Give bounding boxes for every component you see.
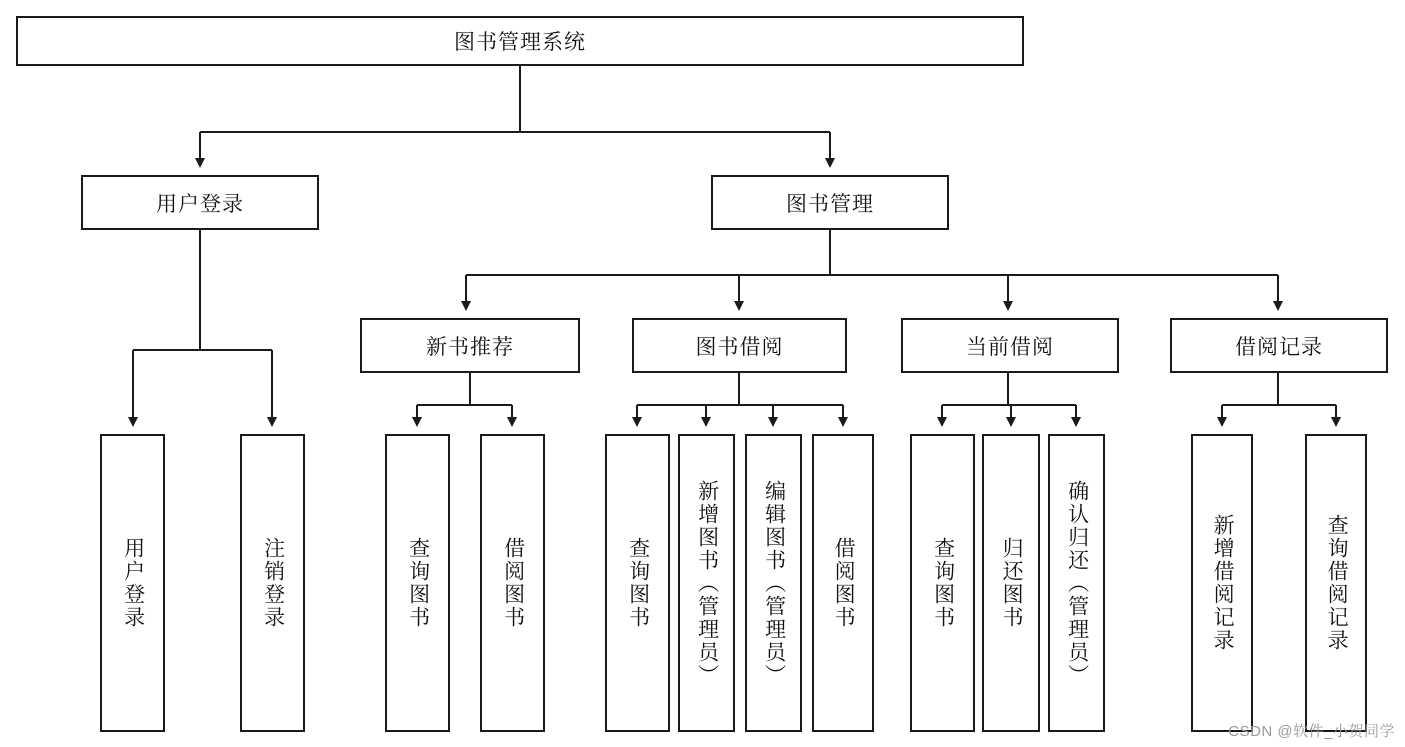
node-leaf-confirm-return-admin[interactable] (1048, 434, 1105, 732)
node-label: 查询借阅记录 (1325, 514, 1349, 652)
node-user-login[interactable] (81, 175, 319, 230)
node-label: 借阅记录 (1235, 335, 1323, 359)
node-leaf-borrow-book[interactable] (812, 434, 874, 732)
watermark-text: CSDN @软件_小贺同学 (1228, 723, 1395, 740)
node-label: 注销登录 (261, 537, 285, 629)
node-label: 当前借阅 (966, 335, 1054, 359)
node-label: 查询图书 (931, 537, 955, 629)
node-label: 图书借阅 (695, 335, 784, 359)
node-label: 用户登录 (156, 192, 244, 216)
node-label: 归还图书 (1000, 537, 1024, 629)
node-leaf-search-book-current[interactable] (910, 434, 975, 732)
node-book-management[interactable] (711, 175, 949, 230)
node-label: 编辑图书（管理员） (762, 479, 786, 687)
node-leaf-user-login[interactable] (100, 434, 165, 732)
node-label: 新增图书（管理员） (695, 479, 719, 687)
node-label: 确认归还（管理员） (1065, 479, 1089, 687)
node-leaf-search-borrow-record[interactable] (1305, 434, 1367, 732)
node-leaf-logout[interactable] (240, 434, 305, 732)
node-borrow-records[interactable] (1170, 318, 1388, 373)
node-label: 新增借阅记录 (1211, 514, 1235, 652)
node-leaf-add-borrow-record[interactable] (1191, 434, 1253, 732)
node-label: 借阅图书 (501, 537, 525, 629)
node-current-borrow[interactable] (901, 318, 1119, 373)
node-label: 查询图书 (406, 537, 430, 629)
node-label: 用户登录 (121, 537, 145, 629)
node-leaf-borrow-book-recommend[interactable] (480, 434, 545, 732)
node-leaf-return-book[interactable] (982, 434, 1040, 732)
node-leaf-add-book-admin[interactable] (678, 434, 735, 732)
node-label: 新书推荐 (426, 335, 514, 359)
node-root[interactable] (16, 16, 1024, 66)
node-book-borrow[interactable] (632, 318, 847, 373)
node-leaf-search-book-recommend[interactable] (385, 434, 450, 732)
node-leaf-edit-book-admin[interactable] (745, 434, 802, 732)
node-label: 查询图书 (626, 537, 650, 629)
node-label: 图书管理 (786, 192, 874, 216)
node-new-book-recommend[interactable] (360, 318, 580, 373)
node-leaf-search-book-borrow[interactable] (605, 434, 670, 732)
node-label: 借阅图书 (832, 537, 856, 629)
node-label: 图书管理系统 (454, 31, 586, 54)
